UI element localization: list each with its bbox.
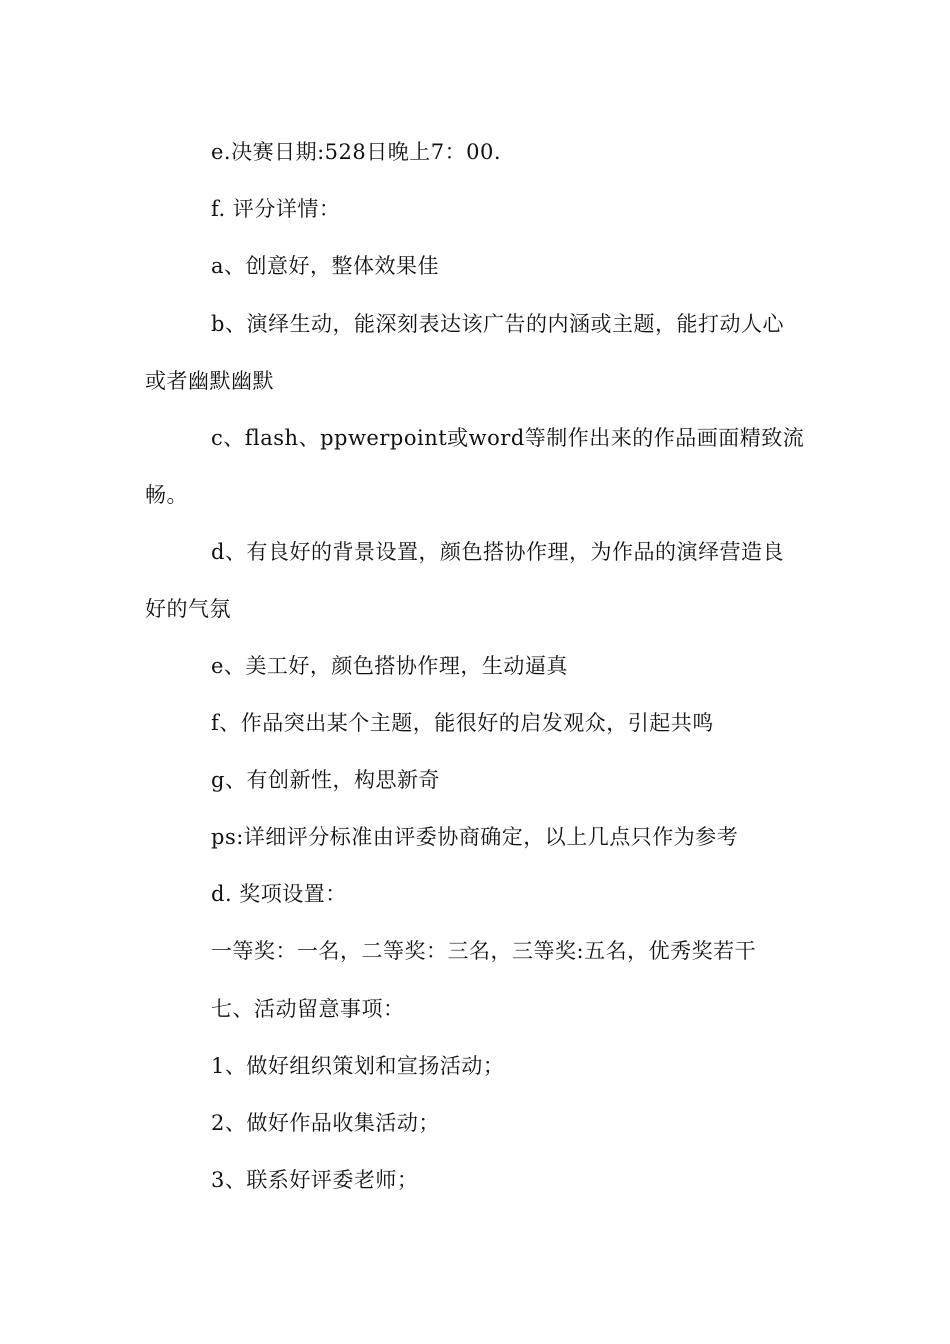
- text-line: ps:详细评分标准由评委协商确定，以上几点只作为参考: [211, 825, 739, 849]
- text-line: a、创意好，整体效果佳: [211, 254, 440, 278]
- text-line: 2、做好作品收集活动；: [211, 1111, 440, 1135]
- text-line: 七、活动留意事项：: [211, 997, 405, 1021]
- text-line: e.决赛日期:528日晚上7：00.: [211, 140, 502, 164]
- text-line: 畅。: [145, 483, 188, 507]
- text-line: d、有良好的背景设置，颜色搭协作理，为作品的演绎营造良: [211, 540, 784, 564]
- text-line: 好的气氛: [145, 597, 231, 621]
- text-line: 一等奖：一名，二等奖：三名，三等奖:五名，优秀奖若干: [211, 939, 757, 963]
- text-line: 3、联系好评委老师；: [211, 1168, 419, 1192]
- text-line: d. 奖项设置：: [211, 882, 347, 906]
- text-line: e、美工好，颜色搭协作理，生动逼真: [211, 654, 568, 678]
- text-line: c、flash、ppwerpoint或word等制作出来的作品画面精致流: [211, 426, 805, 450]
- text-line: 1、做好组织策划和宣扬活动；: [211, 1054, 505, 1078]
- text-line: f、作品突出某个主题，能很好的启发观众，引起共鸣: [211, 711, 714, 735]
- text-line: g、有创新性，构思新奇: [211, 768, 440, 792]
- text-line: b、演绎生动，能深刻表达该广告的内涵或主题，能打动人心: [211, 312, 784, 336]
- text-line: f. 评分详情：: [211, 197, 341, 221]
- text-line: 或者幽默幽默: [145, 369, 274, 393]
